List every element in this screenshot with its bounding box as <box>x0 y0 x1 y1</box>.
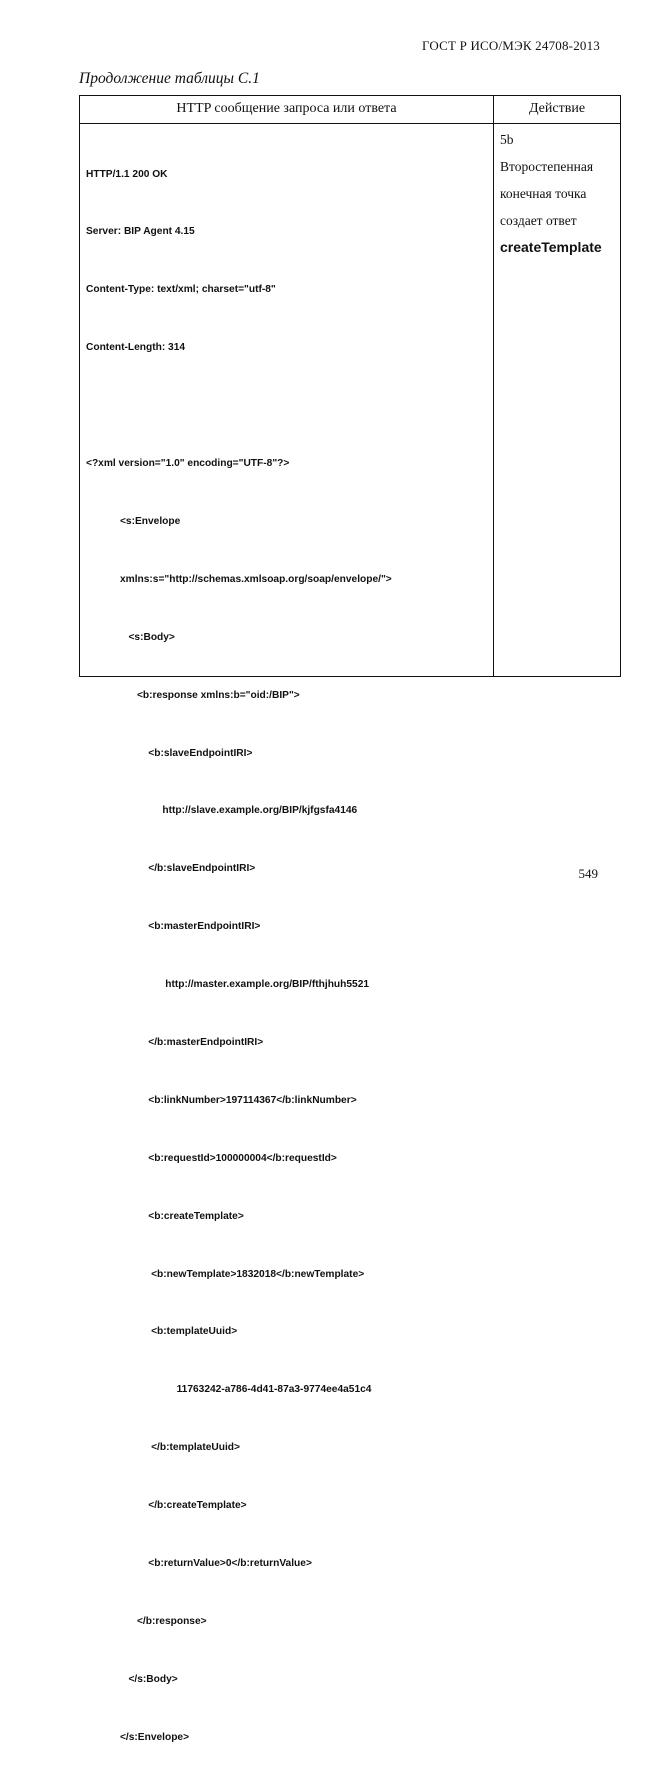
http-message-code <box>86 126 392 1786</box>
code-line: <s:Body> <box>86 631 175 643</box>
code-line <box>86 396 392 415</box>
document-standard-header: ГОСТ Р ИСО/МЭК 24708-2013 <box>421 38 600 53</box>
code-line: Content-Type: text/xml; charset="utf-8" <box>86 284 276 296</box>
action-text-line: создает ответ <box>500 213 577 228</box>
action-description <box>500 126 602 261</box>
code-line: </b:masterEndpointIRI> <box>86 1036 264 1048</box>
code-line: <b:returnValue>0</b:returnValue> <box>86 1557 312 1569</box>
code-line: </b:createTemplate> <box>86 1500 247 1512</box>
action-text-line: конечная точка <box>500 186 587 201</box>
code-line: 11763242-a786-4d41-87a3-9774ee4a51c4 <box>86 1384 372 1396</box>
code-line: <b:masterEndpointIRI> <box>86 921 261 933</box>
column-header-action: Действие <box>528 101 586 116</box>
action-step: 5b <box>500 132 514 147</box>
code-line: <b:newTemplate>1832018</b:newTemplate> <box>86 1268 365 1280</box>
code-line: http://slave.example.org/BIP/kjfgsfa4146 <box>86 805 358 817</box>
code-line: <b:requestId>100000004</b:requestId> <box>86 1152 337 1164</box>
code-line: <b:response xmlns:b="oid:/BIP"> <box>86 689 300 701</box>
code-line: <s:Envelope <box>86 515 181 527</box>
code-line: </b:templateUuid> <box>86 1442 240 1454</box>
code-line: Server: BIP Agent 4.15 <box>86 226 195 238</box>
header-row-divider <box>80 123 620 124</box>
code-line: </b:response> <box>86 1615 207 1627</box>
code-line: xmlns:s="http://schemas.xmlsoap.org/soap/envelope/"> <box>86 573 392 585</box>
code-line: http://master.example.org/BIP/fthjhuh5521 <box>86 979 370 991</box>
table-continuation-caption: Продолжение таблицы С.1 <box>79 70 260 87</box>
code-line: </s:Body> <box>86 1673 178 1685</box>
code-line: </s:Envelope> <box>86 1731 190 1743</box>
code-line: <b:slaveEndpointIRI> <box>86 747 253 759</box>
code-line: <b:createTemplate> <box>86 1210 244 1222</box>
code-line: Content-Length: 314 <box>86 342 186 354</box>
column-header-message: HTTP сообщение запроса или ответа <box>176 101 397 116</box>
action-text-line: Второстепенная <box>500 159 594 174</box>
code-line: </b:slaveEndpointIRI> <box>86 863 256 875</box>
code-line: HTTP/1.1 200 OK <box>86 168 168 180</box>
code-line: <b:linkNumber>197114367</b:linkNumber> <box>86 1094 357 1106</box>
column-divider <box>493 96 494 676</box>
action-method-name: createTemplate <box>500 239 602 255</box>
code-line: <b:templateUuid> <box>86 1326 238 1338</box>
page-number: 549 <box>578 866 598 881</box>
code-line: <?xml version="1.0" encoding="UTF-8"?> <box>86 458 290 470</box>
